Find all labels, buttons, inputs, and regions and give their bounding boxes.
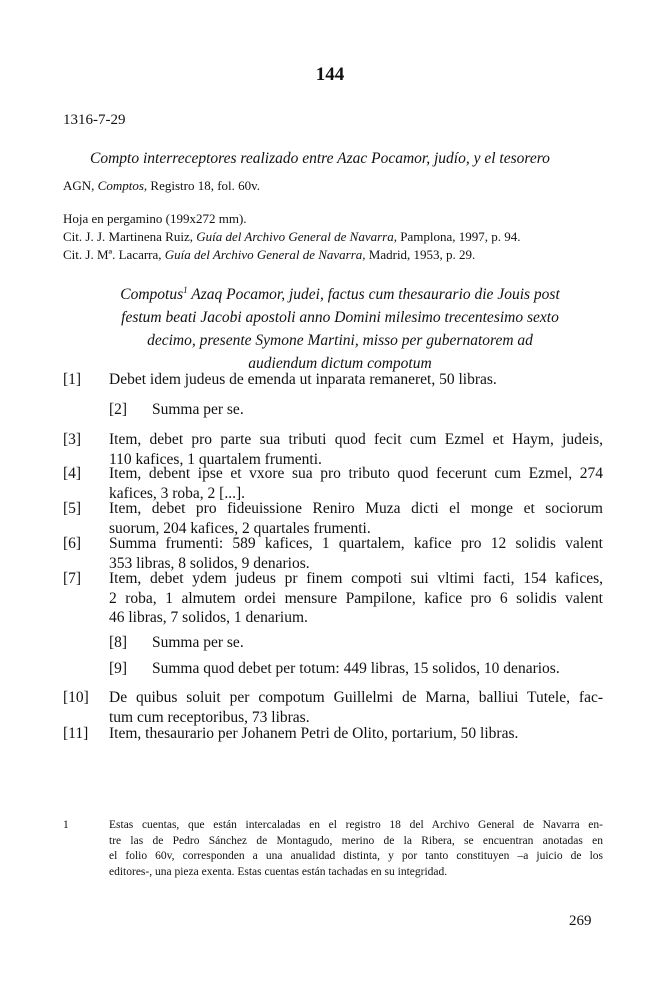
entry-body	[109, 499, 603, 538]
citation-1-title: Guía del Archivo General de Navarra,	[196, 229, 397, 244]
archive-reference	[63, 178, 260, 194]
entry-body	[152, 633, 603, 653]
archive-name: AGN,	[63, 178, 98, 193]
entry-line: 2 roba, 1 almutem ordei mensure Pampilone, kafice pro 6 solidis valent	[109, 589, 603, 607]
heading-line-1	[80, 283, 600, 306]
citation-2	[63, 246, 521, 264]
citation-1-place: Pamplona, 1997, p. 94.	[397, 229, 521, 244]
entry-line: Item, debet pro parte sua tributi quod fecit cum Ezmel et Haym, judeis,	[109, 431, 603, 448]
document-title: Compto interreceptores realizado entre Azac Pocamor, judío, y el tesorero	[90, 150, 550, 167]
citation-1	[63, 228, 521, 246]
footnote-line: Estas cuentas, que están intercaladas en el registro 18 del Archivo General de Navarra en-	[109, 819, 603, 831]
entry-body	[109, 464, 603, 503]
entry-number: [3]	[63, 431, 82, 448]
entry-number: [1]	[63, 371, 82, 388]
entry-line: Summa per se.	[152, 401, 244, 418]
entry-line: De quibus soluit per compotum Guillelmi de Marna, balliui Tutele, fac-	[109, 689, 603, 706]
entry-number: [4]	[63, 465, 82, 482]
entry-line: Debet idem judeus de emenda ut inparata remaneret, 50 libras.	[109, 371, 497, 388]
footnote-reference: 1	[183, 284, 188, 295]
entry-number: [9]	[109, 660, 128, 677]
entry-number: [7]	[63, 570, 82, 587]
entry-line: Summa quod debet per totum: 449 libras, 15 solidos, 10 denarios.	[152, 660, 560, 677]
archive-series: Comptos,	[97, 178, 148, 193]
entry-number: [8]	[109, 634, 128, 651]
entry-number: [11]	[63, 725, 89, 742]
entry-number: [6]	[63, 535, 82, 552]
citation-2-place: Madrid, 1953, p. 29.	[365, 247, 476, 262]
entry-line: Summa frumenti: 589 kafices, 1 quartalem, kafice pro 12 solidis valent	[109, 535, 603, 552]
entry-body	[109, 688, 603, 727]
entry-number: [5]	[63, 500, 82, 517]
entry-line: Item, debet ydem judeus pr finem compoti sui vltimi facti, 154 kafices,	[109, 570, 603, 587]
entry-number: [2]	[109, 401, 128, 418]
page-number: 269	[569, 913, 592, 929]
entry-body	[152, 659, 603, 679]
entry-line: 353 libras, 8 solidos, 9 denarios.	[109, 554, 310, 572]
entry-line: 46 libras, 7 solidos, 1 denarium.	[109, 609, 308, 626]
entry-line: kafices, 3 roba, 2 [...].	[109, 484, 246, 502]
document-number: 144	[315, 64, 345, 85]
entry-line: tum cum receptoribus, 73 libras.	[109, 708, 310, 726]
citation-2-author: Cit. J. Mª. Lacarra,	[63, 247, 165, 262]
citation-1-author: Cit. J. J. Martinena Ruiz,	[63, 229, 197, 244]
heading-line-3: decimo, presente Symone Martini, misso per gubernatorem ad	[147, 332, 533, 349]
physical-description	[63, 210, 521, 264]
document-heading	[80, 283, 600, 375]
entry-line: Item, debet pro fideuissione Reniro Muza dicti el monge et sociorum	[109, 500, 603, 517]
entry-body	[109, 534, 603, 573]
entry-body	[109, 569, 603, 628]
entry-line: suorum, 204 kafices, 2 quartales frumenti.	[109, 519, 371, 537]
archive-location: Registro 18, fol. 60v.	[147, 178, 261, 193]
entry-number: [10]	[63, 689, 89, 706]
support-description: Hoja en pergamino (199x272 mm).	[63, 211, 247, 226]
entry-body	[109, 724, 603, 744]
entry-body	[152, 400, 603, 420]
heading-line-1-text: Azaq Pocamor, judei, factus cum thesaurario die Jouis post	[187, 286, 560, 303]
footnote-body	[109, 818, 603, 880]
heading-first-word: Compotus	[120, 286, 184, 303]
entry-line: Summa per se.	[152, 634, 244, 651]
footnote-line: el folio 60v, corresponden a una anualidad distinta, y por tanto constituyen –a juicio de los	[109, 850, 603, 862]
heading-line-2: festum beati Jacobi apostoli anno Domini milesimo trecentesimo sexto	[121, 309, 559, 326]
entry-line: Item, thesaurario per Johanem Petri de Olito, portarium, 50 libras.	[109, 725, 519, 742]
citation-2-title: Guía del Archivo General de Navarra,	[164, 247, 366, 262]
footnote-line: tre las de Pedro Sánchez de Montagudo, merino de la Ribera, se encuentran anotadas en	[109, 834, 603, 847]
footnote-number: 1	[63, 819, 69, 831]
entry-line: 110 kafices, 1 quartalem frumenti.	[109, 450, 322, 468]
heading-line-4: audiendum dictum compotum	[248, 355, 432, 372]
entry-line: Item, debent ipse et vxore sua pro tributo quod fecerunt cum Ezmel, 274	[109, 465, 603, 482]
entry-body	[109, 370, 603, 390]
document-date: 1316-7-29	[63, 112, 126, 128]
footnote-line: editores-, una pieza exenta. Estas cuentas están tachadas en su integridad.	[109, 865, 448, 878]
